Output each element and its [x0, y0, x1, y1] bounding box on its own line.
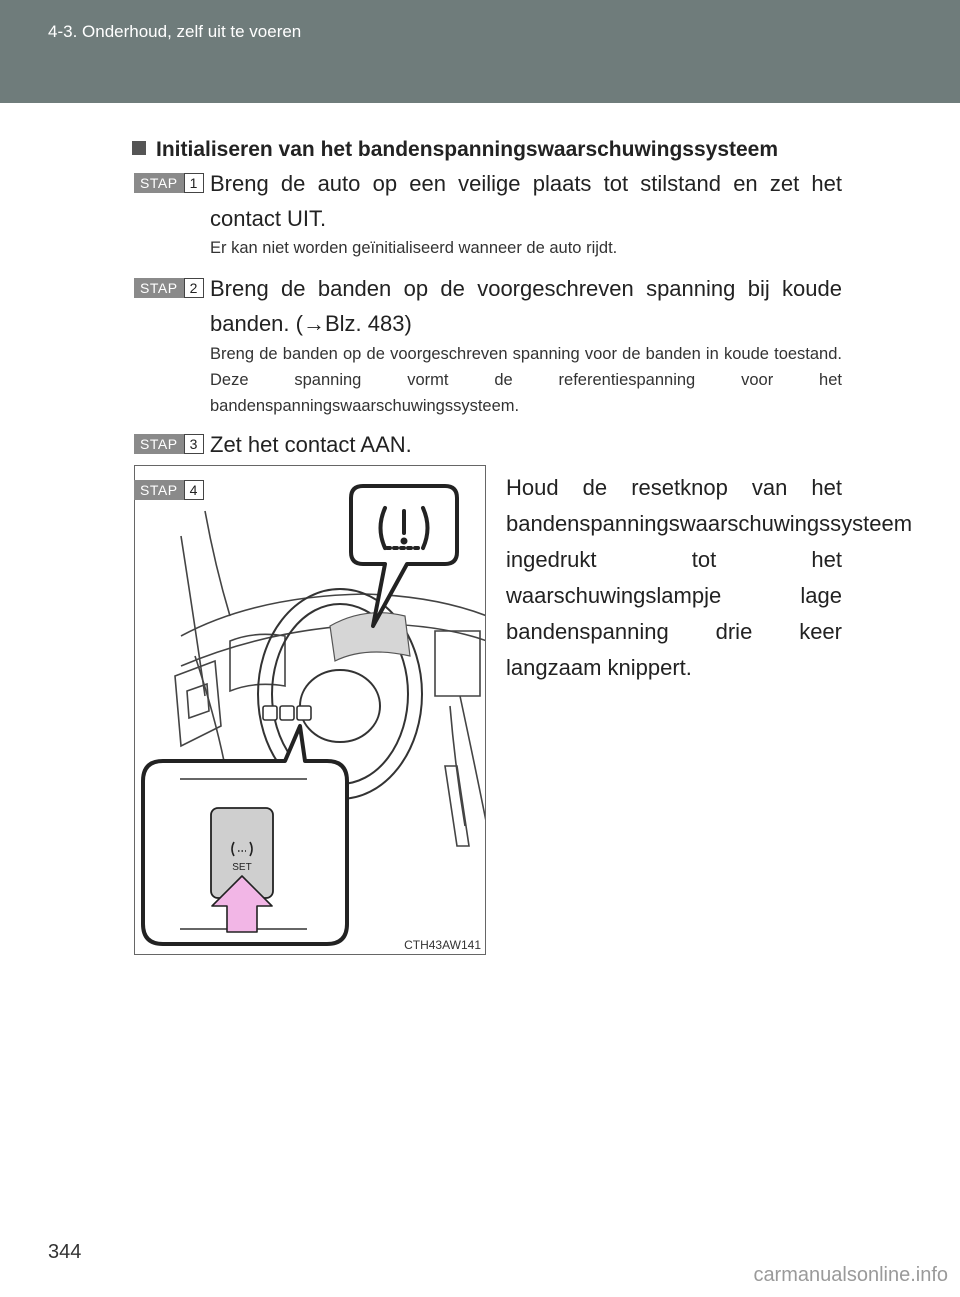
chapter-title: 4-3. Onderhoud, zelf uit te voeren: [48, 22, 302, 41]
figure-code: CTH43AW141: [404, 938, 481, 952]
step-badge-number: 4: [184, 480, 204, 500]
instrument-cluster: [330, 613, 410, 661]
step-badge-3: [134, 434, 204, 454]
step-badge-1: [134, 173, 204, 193]
step-badge-label: STAP: [134, 278, 184, 298]
switch-panel: [263, 706, 311, 720]
step-badge-number: 2: [184, 278, 204, 298]
page-header: [0, 0, 960, 103]
step-badge-label: STAP: [134, 173, 184, 193]
step-badge-number: 1: [184, 173, 204, 193]
watermark: carmanualsonline.info: [753, 1264, 948, 1286]
step-1-note: Er kan niet worden geïnitialiseerd wanneer de auto rijdt.: [210, 239, 618, 257]
step-2-note: Breng de banden op de voorgeschreven spanning voor de banden in koude toestand. Deze spanning vormt de referentiespanning voor het bandenspanningswaarschuwingssysteem.: [210, 345, 842, 415]
step-badge-2: [134, 278, 204, 298]
page-number: 344: [48, 1241, 82, 1263]
step-3-text: Zet het contact AAN.: [210, 432, 412, 457]
section-heading-text: Initialiseren van het bandenspanningswaarschuwingssysteem: [156, 138, 779, 161]
set-button-label: SET: [232, 862, 252, 873]
dashboard-drawing: [135, 466, 486, 955]
step-badge-number: 3: [184, 434, 204, 454]
step-badge-label: STAP: [134, 480, 184, 500]
step-badge-label: STAP: [134, 434, 184, 454]
step-1-text: Breng de auto op een veilige plaats tot stilstand en zet het contact UIT.: [210, 171, 842, 231]
warning-light-callout: [351, 486, 457, 626]
dashboard-illustration: [134, 465, 486, 955]
square-bullet-icon: [132, 141, 146, 155]
section-heading: [132, 138, 778, 162]
step-2-text: Breng de banden op de voorgeschreven spanning bij koude banden. (→Blz. 483): [210, 276, 842, 336]
step-badge-4: [134, 480, 204, 500]
step-4-text: Houd de resetknop van het bandenspanningswaarschuwingssysteem ingedrukt tot het waarschuwingslampje lage bandenspanning drie keer langzaam knippert.: [506, 475, 913, 680]
